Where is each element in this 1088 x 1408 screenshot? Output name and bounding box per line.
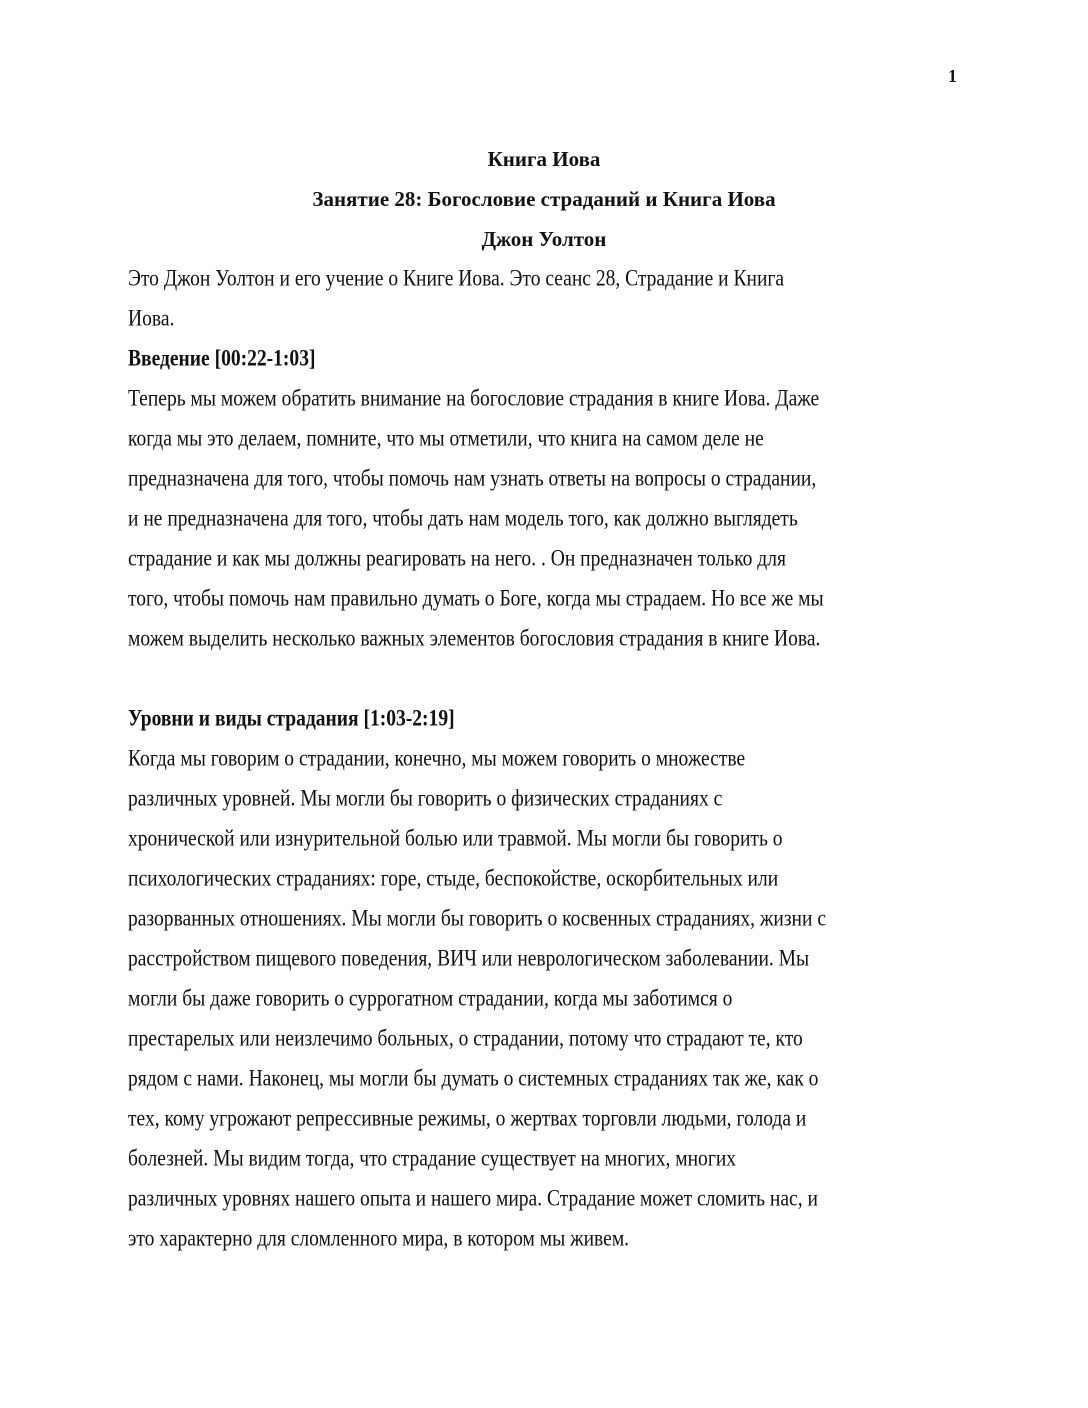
document-author: Джон Уолтон (481, 227, 607, 251)
page-number: 1 (948, 66, 957, 86)
text-line: различных уровней. Мы могли бы говорить о физических страданиях с (128, 785, 723, 811)
intro-paragraph (128, 258, 968, 658)
text-line: престарелых или неизлечимо больных, о страдании, потому что страдают те, кто (128, 1025, 803, 1051)
section-heading: Уровни и виды страдания [1:03-2:19] (128, 705, 455, 731)
text-line: Это Джон Уолтон и его учение о Книге Иова. Это сеанс 28, Страдание и Книга (128, 265, 785, 291)
text-line: страдание и как мы должны реагировать на него. . Он предназначен только для (128, 545, 786, 571)
text-line: того, чтобы помочь нам правильно думать о Боге, когда мы страдаем. Но все же мы (128, 585, 824, 611)
text-line: различных уровнях нашего опыта и нашего мира. Страдание может сломить нас, и (128, 1185, 818, 1211)
section-heading: Введение [00:22-1:03] (128, 345, 316, 371)
section-2 (128, 698, 968, 1258)
text-line: Когда мы говорим о страдании, конечно, мы можем говорить о множестве (128, 745, 746, 771)
text-line: предназначена для того, чтобы помочь нам узнать ответы на вопросы о страдании, (128, 465, 817, 491)
text-line: могли бы даже говорить о суррогатном страдании, когда мы заботимся о (128, 985, 733, 1011)
document-title: Книга Иова (487, 147, 601, 171)
text-line: разорванных отношениях. Мы могли бы говорить о косвенных страданиях, жизни с (128, 905, 826, 931)
text-line: Теперь мы можем обратить внимание на богословие страдания в книге Иова. Даже (128, 385, 820, 411)
text-line: психологических страданиях: горе, стыде, беспокойстве, оскорбительных или (128, 865, 779, 891)
text-line: когда мы это делаем, помните, что мы отметили, что книга на самом деле не (128, 425, 764, 451)
document-subtitle: Занятие 28: Богословие страданий и Книга Иова (312, 187, 776, 211)
text-line: болезней. Мы видим тогда, что страдание существует на многих, многих (128, 1145, 737, 1171)
text-line: Иова. (128, 305, 175, 331)
text-line: хронической или изнурительной болью или травмой. Мы могли бы говорить о (128, 825, 783, 851)
text-line: расстройством пищевого поведения, ВИЧ или неврологическом заболевании. Мы (128, 945, 810, 971)
text-line: тех, кому угрожают репрессивные режимы, о жертвах торговли людьми, голода и (128, 1105, 807, 1131)
text-line: рядом с нами. Наконец, мы могли бы думать о системных страданиях так же, как о (128, 1065, 819, 1091)
text-line: и не предназначена для того, чтобы дать нам модель того, как должно выглядеть (128, 505, 798, 531)
text-line: можем выделить несколько важных элементов богословия страдания в книге Иова. (128, 625, 821, 651)
text-line: это характерно для сломленного мира, в котором мы живем. (128, 1225, 630, 1251)
